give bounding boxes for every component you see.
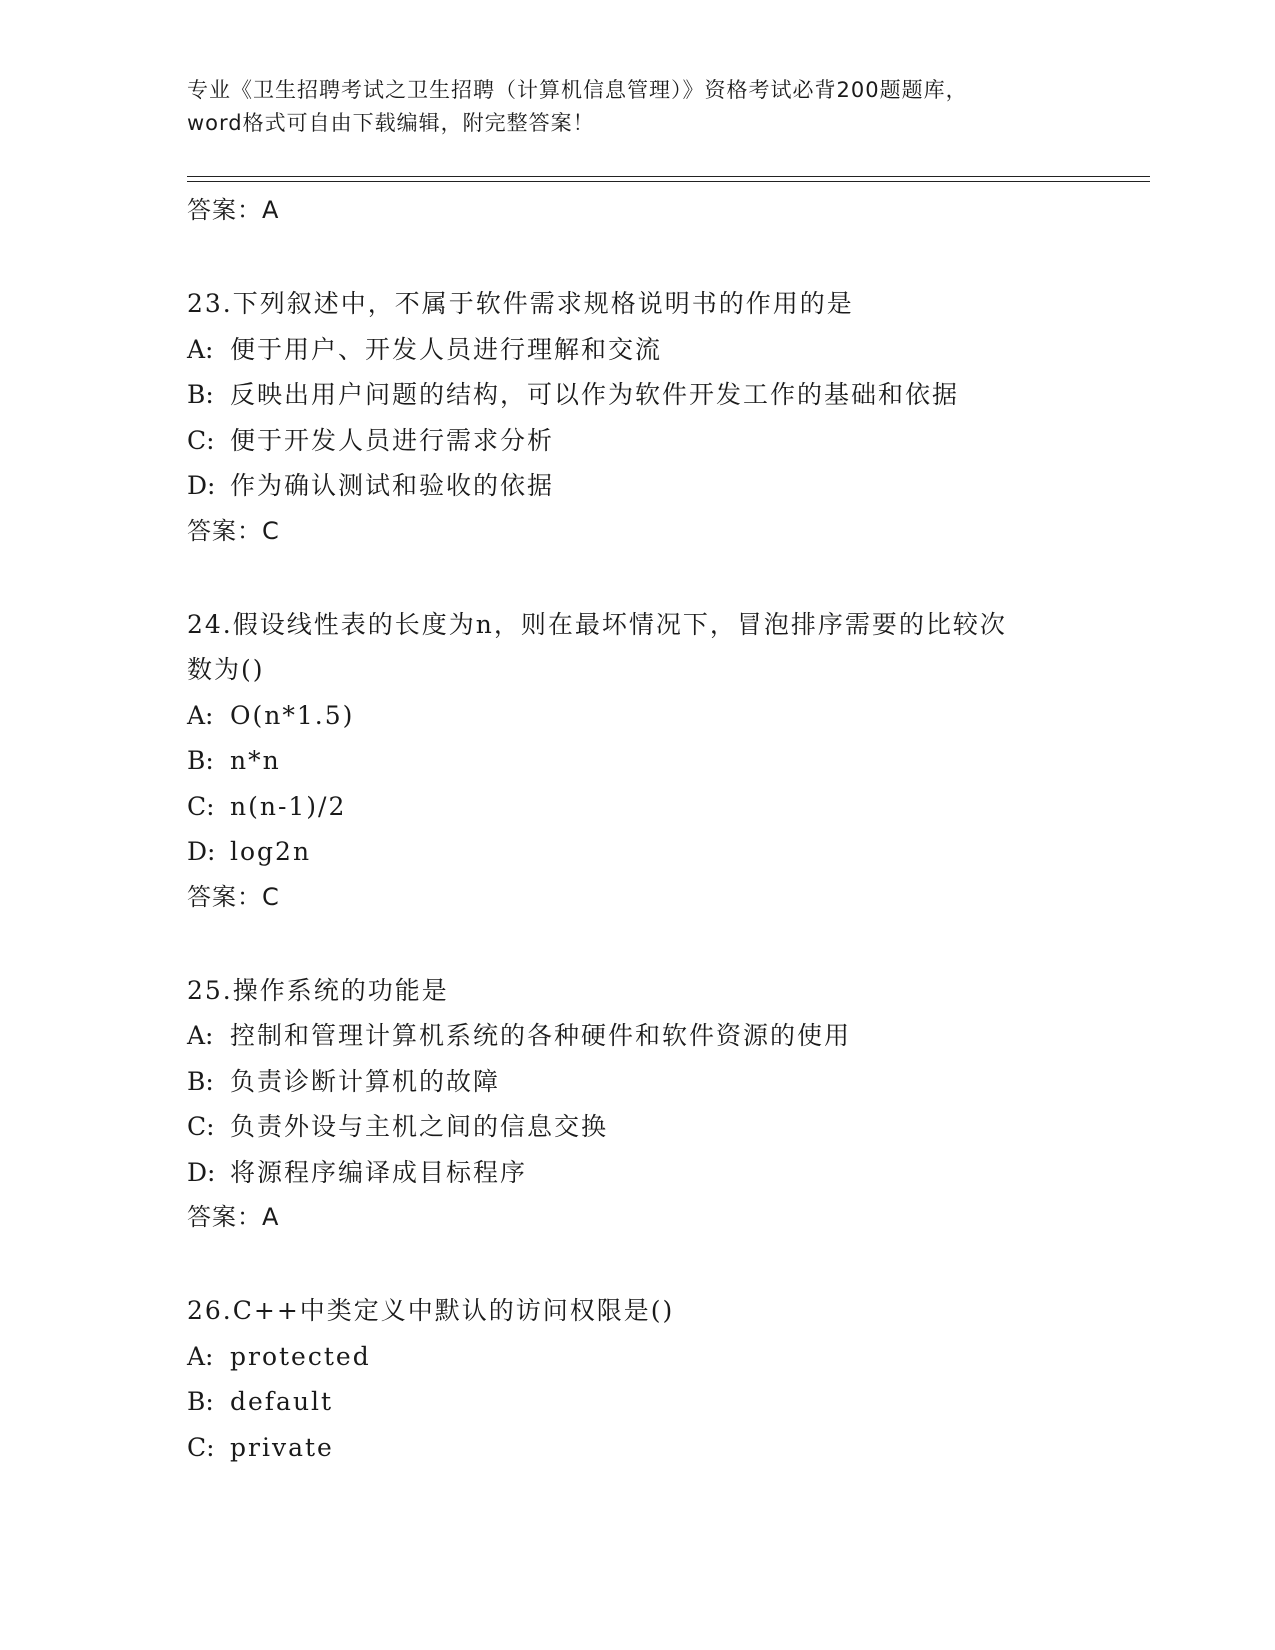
option-key: D: bbox=[187, 837, 216, 866]
option-text: 便于开发人员进行需求分析 bbox=[230, 425, 555, 455]
question-list bbox=[187, 188, 1107, 1470]
spacer bbox=[187, 233, 1107, 281]
option-text: default bbox=[230, 1387, 334, 1416]
option-key: B: bbox=[187, 746, 214, 775]
answer-label: 答案：A bbox=[187, 196, 280, 224]
option-key: D: bbox=[187, 1157, 216, 1187]
option-key: B: bbox=[187, 1066, 214, 1096]
spacer bbox=[187, 554, 1107, 602]
option-b bbox=[187, 372, 1107, 418]
option-c bbox=[187, 418, 1107, 464]
question-line: 24.假设线性表的长度为n，则在最坏情况下，冒泡排序需要的比较次 bbox=[187, 609, 1007, 639]
option-c bbox=[187, 1104, 1107, 1150]
option-c bbox=[187, 784, 1107, 830]
option-text: O(n*1.5) bbox=[230, 700, 355, 730]
question-line: 23.下列叙述中，不属于软件需求规格说明书的作用的是 bbox=[187, 289, 854, 318]
spacer bbox=[187, 920, 1107, 968]
header-line-2: word格式可自由下载编辑，附完整答案！ bbox=[187, 111, 595, 135]
option-text: protected bbox=[230, 1341, 371, 1371]
answer-label: 答案：C bbox=[187, 516, 280, 545]
option-d bbox=[187, 829, 1107, 875]
option-key: C: bbox=[187, 425, 215, 455]
document-header bbox=[187, 74, 1087, 140]
header-line-1: 专业《卫生招聘考试之卫生招聘（计算机信息管理）》资格考试必背200题题库， bbox=[187, 78, 968, 102]
option-c bbox=[187, 1425, 1107, 1471]
question-text bbox=[187, 281, 1107, 327]
answer-label: 答案：A bbox=[187, 1203, 280, 1231]
question-line: 26.C++中类定义中默认的访问权限是() bbox=[187, 1296, 675, 1325]
option-a bbox=[187, 327, 1107, 373]
option-key: B: bbox=[187, 1387, 214, 1416]
option-text: 将源程序编译成目标程序 bbox=[230, 1157, 528, 1187]
question-line: 25.操作系统的功能是 bbox=[187, 975, 449, 1005]
question-text bbox=[187, 602, 1107, 693]
question-block bbox=[187, 281, 1107, 554]
question-text bbox=[187, 1288, 1107, 1334]
option-a bbox=[187, 1334, 1107, 1380]
answer-label: 答案：C bbox=[187, 882, 280, 911]
option-text: log2n bbox=[230, 837, 312, 866]
option-a bbox=[187, 693, 1107, 739]
spacer bbox=[187, 1240, 1107, 1288]
option-d bbox=[187, 463, 1107, 509]
option-text: private bbox=[230, 1432, 334, 1462]
option-b bbox=[187, 738, 1107, 784]
option-d bbox=[187, 1150, 1107, 1196]
option-key: A: bbox=[187, 1341, 214, 1371]
option-text: n*n bbox=[230, 746, 281, 775]
option-text: 负责外设与主机之间的信息交换 bbox=[230, 1112, 609, 1141]
option-key: A: bbox=[187, 700, 214, 730]
option-text: 作为确认测试和验收的依据 bbox=[230, 471, 555, 500]
option-text: n(n-1)/2 bbox=[230, 791, 347, 821]
option-key: C: bbox=[187, 791, 215, 821]
option-key: A: bbox=[187, 1021, 214, 1050]
option-key: C: bbox=[187, 1432, 215, 1462]
option-text: 控制和管理计算机系统的各种硬件和软件资源的使用 bbox=[230, 1021, 852, 1050]
question-text bbox=[187, 968, 1107, 1014]
option-a bbox=[187, 1013, 1107, 1059]
option-b bbox=[187, 1059, 1107, 1105]
option-text: 便于用户、开发人员进行理解和交流 bbox=[230, 334, 663, 364]
option-key: B: bbox=[187, 380, 214, 409]
option-key: D: bbox=[187, 471, 216, 500]
option-key: C: bbox=[187, 1112, 215, 1141]
question-block bbox=[187, 1288, 1107, 1470]
question-line: 数为() bbox=[187, 655, 265, 684]
header-divider-top bbox=[187, 176, 1150, 177]
question-block bbox=[187, 968, 1107, 1241]
option-key: A: bbox=[187, 334, 214, 364]
question-block bbox=[187, 602, 1107, 920]
header-divider-bottom bbox=[187, 181, 1150, 182]
option-text: 负责诊断计算机的故障 bbox=[230, 1066, 501, 1096]
option-text: 反映出用户问题的结构，可以作为软件开发工作的基础和依据 bbox=[230, 380, 960, 409]
option-b bbox=[187, 1379, 1107, 1425]
